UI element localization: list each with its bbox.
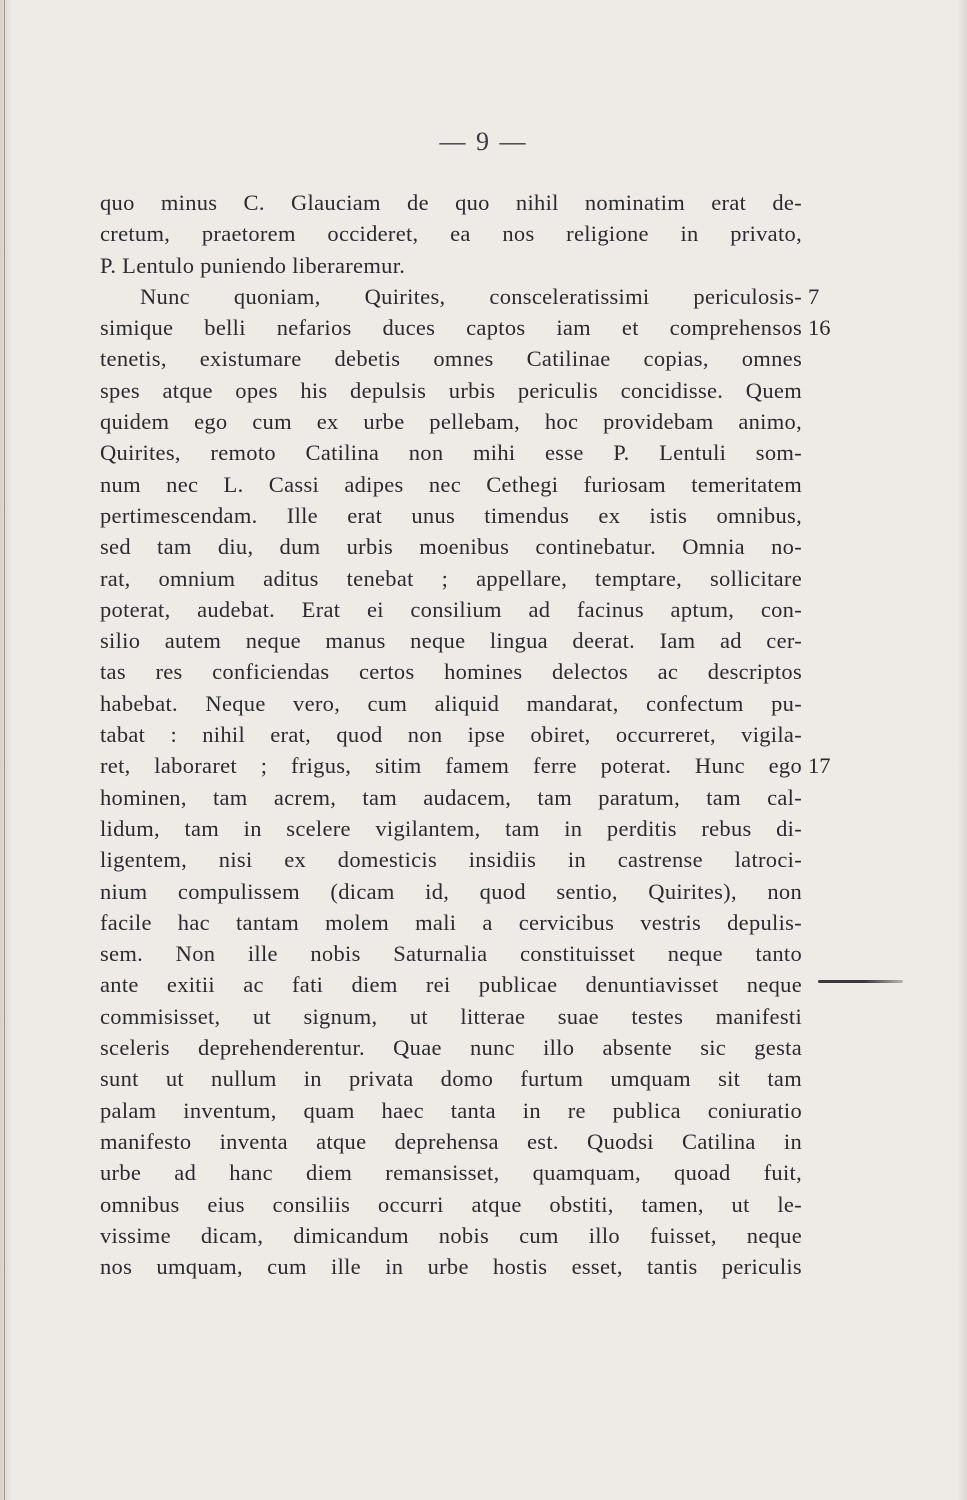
text-line: tenetis, existumare debetis omnes Catilinae copias, omnes (100, 346, 802, 372)
text-line: cretum, praetorem occideret, ea nos religione in privato, (100, 221, 802, 247)
text-line: Quirites, remoto Catilina non mihi esse P. Lentuli som- (100, 440, 802, 466)
text-line: quidem ego cum ex urbe pellebam, hoc providebam animo, (100, 409, 802, 435)
text-line: manifesto inventa atque deprehensa est. Quodsi Catilina in (100, 1128, 802, 1154)
text-line: ligentem, nisi ex domesticis insidiis in castrense latroci- (100, 847, 802, 873)
text-line: sem. Non ille nobis Saturnalia constituisset neque tanto (100, 941, 802, 967)
text-line: ante exitii ac fati diem rei publicae denuntiavisset neque (100, 972, 802, 998)
margin-dash-mark (818, 980, 903, 983)
text-line: lidum, tam in scelere vigilantem, tam in perditis rebus di- (100, 815, 802, 841)
text-line: spes atque opes his depulsis urbis periculis concidisse. Quem (100, 377, 802, 403)
text-line: hominen, tam acrem, tam audacem, tam paratum, tam cal- (100, 784, 802, 810)
text-line: poterat, audebat. Erat ei consilium ad facinus aptum, con- (100, 596, 802, 622)
text-line: ret, laboraret ; frigus, sitim famem ferre poterat. Hunc ego (100, 753, 802, 779)
text-line: num nec L. Cassi adipes nec Cethegi furiosam temeritatem (100, 471, 802, 497)
text-line: vissime dicam, dimicandum nobis cum illo fuisset, neque (100, 1222, 802, 1248)
text-line: nos umquam, cum ille in urbe hostis esset, tantis periculis (100, 1254, 802, 1280)
text-line: sed tam diu, dum urbis moenibus continebatur. Omnia no- (100, 534, 802, 560)
text-line: rat, omnium aditus tenebat ; appellare, temptare, sollicitare (100, 565, 802, 591)
margin-number: 7 (808, 283, 820, 309)
page-edge (4, 0, 5, 1500)
text-line: facile hac tantam molem mali a cervicibus vestris depulis- (100, 909, 802, 935)
text-line: omnibus eius consiliis occurri atque obstiti, tamen, ut le- (100, 1191, 802, 1217)
text-line: Nunc quoniam, Quirites, consceleratissimi periculosis- (140, 283, 802, 309)
text-line: P. Lentulo puniendo liberaremur. (100, 252, 406, 278)
text-line: quo minus C. Glauciam de quo nihil nominatim erat de- (100, 190, 802, 215)
text-line: sceleris deprehenderentur. Quae nunc illo absente sic gesta (100, 1035, 802, 1061)
text-line: sunt ut nullum in privata domo furtum umquam sit tam (100, 1066, 802, 1092)
text-line: habebat. Neque vero, cum aliquid mandarat, confectum pu- (100, 690, 802, 716)
text-line: palam inventum, quam haec tanta in re publica coniuratio (100, 1097, 802, 1123)
margin-number: 17 (808, 753, 831, 779)
text-line: nium compulissem (dicam id, quod sentio, Quirites), non (100, 878, 802, 904)
text-line: urbe ad hanc diem remansisset, quamquam, quoad fuit, (100, 1160, 802, 1186)
text-line: tabat : nihil erat, quod non ipse obiret, occurreret, vigila- (100, 722, 802, 748)
page-number: — 9 — (439, 127, 528, 156)
text-line: silio autem neque manus neque lingua deerat. Iam ad cer- (100, 628, 802, 654)
text-line: tas res conficiendas certos homines delectos ac descriptos (100, 659, 802, 685)
margin-number: 16 (808, 315, 831, 341)
text-line: commisisset, ut signum, ut litterae suae testes manifesti (100, 1003, 802, 1029)
text-line: simique belli nefarios duces captos iam et comprehensos (100, 315, 802, 341)
body-text (100, 187, 802, 1282)
text-line: pertimescendam. Ille erat unus timendus ex istis omnibus, (100, 502, 802, 528)
